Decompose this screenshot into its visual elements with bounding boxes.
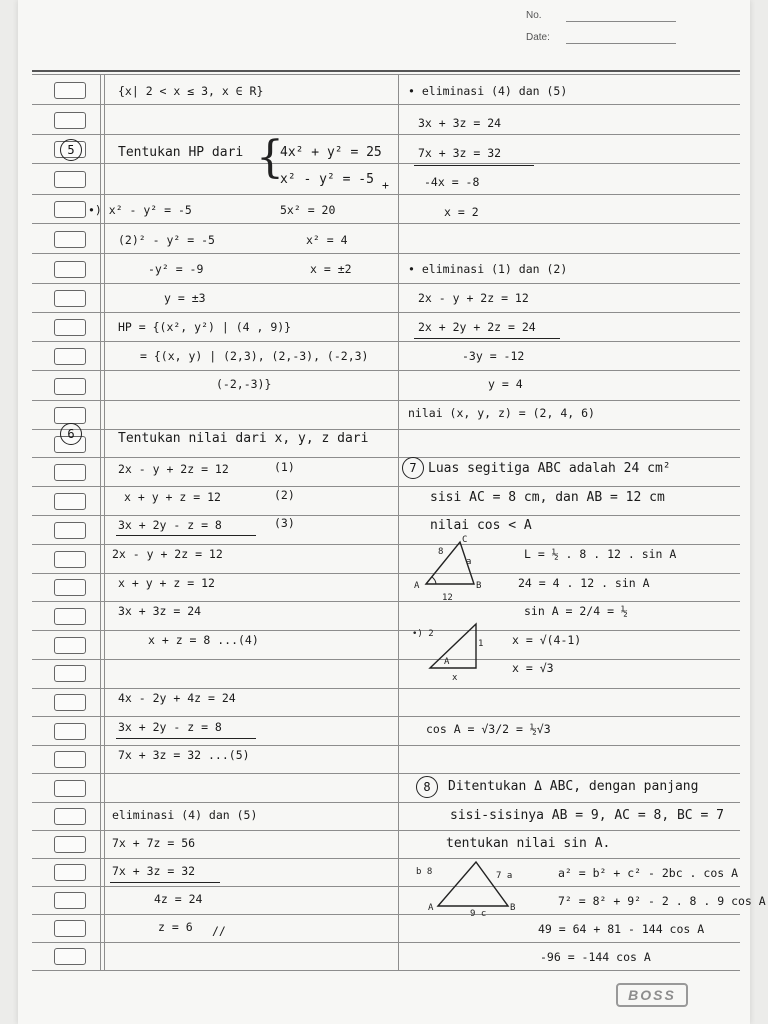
svg-text:B: B [510, 903, 516, 913]
elimination-line: 2x - y + 2z = 12 [112, 547, 223, 561]
svg-text:x: x [452, 673, 458, 682]
cosine-rule-line: 7² = 8² + 9² - 2 . 8 . 9 cos A [558, 894, 766, 908]
elimination-line: 3x + 3z = 24 [418, 116, 502, 130]
question-6-equation-3: 3x + 2y - z = 8 [118, 518, 222, 532]
elimination-line: -3y = -12 [462, 349, 525, 363]
row-checkbox[interactable] [54, 201, 86, 218]
triangle-abc-sketch [412, 534, 504, 606]
question-8-text: Ditentukan Δ ABC, dengan panjang [448, 779, 699, 794]
cosine-result-line: cos A = √3/2 = ½√3 [426, 722, 551, 736]
elimination-line: 7x + 3z = 32 [418, 146, 502, 160]
elimination-line: 2x - y + 2z = 12 [418, 291, 529, 305]
no-label: No. [526, 10, 542, 21]
row-checkbox[interactable] [54, 231, 86, 248]
question-7-text: nilai cos < A [430, 518, 532, 533]
row-checkbox[interactable] [54, 551, 86, 568]
svg-text:C: C [462, 535, 468, 545]
row-checkbox[interactable] [54, 694, 86, 711]
svg-text:•) 2: •) 2 [412, 629, 434, 639]
row-checkbox[interactable] [54, 920, 86, 937]
question-8-text: tentukan nilai sin A. [446, 836, 611, 851]
elimination-line: x + y + z = 12 [118, 576, 215, 590]
question-6-equation-1: 2x - y + 2z = 12 [118, 462, 229, 476]
row-checkbox[interactable] [54, 407, 86, 424]
row-checkbox[interactable] [54, 112, 86, 129]
svg-text:8: 8 [438, 547, 444, 557]
elimination-line: y = 4 [488, 377, 523, 391]
page-header [526, 10, 676, 54]
row-checkbox[interactable] [54, 723, 86, 740]
svg-text:B: B [476, 581, 482, 591]
equation-tag: (1) [274, 460, 295, 474]
row-checkbox[interactable] [54, 608, 86, 625]
row-checkbox[interactable] [54, 836, 86, 853]
area-formula-line: sin A = 2/4 = ½ [524, 604, 628, 618]
question-6-text: Tentukan nilai dari x, y, z dari [118, 431, 369, 446]
row-checkbox[interactable] [54, 808, 86, 825]
svg-text:a: a [466, 557, 472, 567]
elimination-line: 7x + 3z = 32 ...(5) [118, 748, 250, 762]
elimination-line: 7x + 3z = 32 [112, 864, 196, 878]
question-6-number: 6 [60, 423, 82, 445]
brand-logo: BOSS [616, 983, 688, 1007]
elimination-line: x + z = 8 ...(4) [148, 633, 259, 647]
svg-text:9 c: 9 c [470, 909, 487, 918]
row-checkbox[interactable] [54, 493, 86, 510]
svg-text:7 a: 7 a [496, 871, 513, 881]
question-6-equation-2: x + y + z = 12 [124, 490, 221, 504]
solution-line: -y² = -9 [148, 262, 204, 276]
svg-text:b 8: b 8 [416, 867, 433, 877]
row-checkbox[interactable] [54, 751, 86, 768]
equation-tag: (3) [274, 516, 295, 530]
row-checkbox[interactable] [54, 261, 86, 278]
area-formula-line: L = ½ . 8 . 12 . sin A [524, 547, 677, 561]
row-checkbox[interactable] [54, 171, 86, 188]
svg-text:12: 12 [442, 593, 453, 603]
question-7-text: Luas segitiga ABC adalah 24 cm² [428, 461, 671, 476]
solution-line: 5x² = 20 [280, 203, 336, 217]
row-checkbox[interactable] [54, 665, 86, 682]
elimination-title: • eliminasi (1) dan (2) [408, 262, 568, 276]
cosine-rule-line: -96 = -144 cos A [540, 950, 651, 964]
question-5-number: 5 [60, 139, 82, 161]
set-notation-line: {x| 2 < x ≤ 3, x ∈ R} [118, 84, 264, 98]
elimination-line: 2x + 2y + 2z = 24 [418, 320, 536, 334]
elimination-line: 4x - 2y + 4z = 24 [118, 691, 236, 705]
row-checkbox[interactable] [54, 319, 86, 336]
row-checkbox[interactable] [54, 948, 86, 965]
row-checkbox[interactable] [54, 637, 86, 654]
solution-set-line: = {(x, y) | (2,3), (2,-3), (-2,3) [140, 349, 369, 363]
pythagoras-line: x = √3 [512, 661, 554, 675]
svg-text:A: A [428, 903, 434, 913]
elimination-line: x = 2 [444, 205, 479, 219]
row-checkbox[interactable] [54, 378, 86, 395]
solution-line: (2)² - y² = -5 [118, 233, 215, 247]
question-5-text: Tentukan HP dari [118, 145, 244, 160]
question-8-text: sisi-sisinya AB = 9, AC = 8, BC = 7 [450, 808, 724, 823]
solution-set-line: HP = {(x², y²) | (4 , 9)} [118, 320, 292, 334]
date-label: Date: [526, 32, 550, 43]
question-5-equation-2: x² - y² = -5 [280, 172, 374, 187]
notebook-page [18, 0, 766, 1024]
row-checkbox[interactable] [54, 348, 86, 365]
row-checkbox[interactable] [54, 892, 86, 909]
elimination-line: 4z = 24 [154, 892, 203, 906]
svg-text:A: A [444, 657, 450, 667]
elimination-line: 7x + 7z = 56 [112, 836, 196, 850]
solution-line: •) x² - y² = -5 [88, 203, 192, 217]
row-checkbox[interactable] [54, 290, 86, 307]
result-line: nilai (x, y, z) = (2, 4, 6) [408, 406, 595, 420]
elimination-line: 3x + 2y - z = 8 [118, 720, 222, 734]
cosine-rule-line: 49 = 64 + 81 - 144 cos A [538, 922, 705, 936]
svg-text:A: A [414, 581, 420, 591]
question-7-number: 7 [402, 457, 424, 479]
question-7-text: sisi AC = 8 cm, dan AB = 12 cm [430, 490, 665, 505]
solution-line: x = ±2 [310, 262, 352, 276]
plus-sign: + [382, 178, 389, 192]
solution-line: x² = 4 [306, 233, 348, 247]
row-checkbox[interactable] [54, 780, 86, 797]
solution-set-line: (-2,-3)} [216, 377, 272, 391]
cosine-rule-line: a² = b² + c² - 2bc . cos A [558, 866, 739, 880]
elimination-title: eliminasi (4) dan (5) [112, 808, 258, 822]
system-brace: { [256, 132, 284, 183]
elimination-line: -4x = -8 [424, 175, 480, 189]
triangle-abc-sketch-2 [412, 856, 520, 918]
row-checkbox[interactable] [54, 464, 86, 481]
answer-mark: // [212, 924, 226, 938]
svg-text:1: 1 [478, 639, 484, 649]
row-checkbox[interactable] [54, 522, 86, 539]
elimination-line: 3x + 3z = 24 [118, 604, 202, 618]
equation-tag: (2) [274, 488, 295, 502]
right-triangle-sketch [412, 620, 496, 682]
pythagoras-line: x = √(4-1) [512, 633, 582, 647]
elimination-line: z = 6 [158, 920, 193, 934]
row-checkbox[interactable] [54, 579, 86, 596]
area-formula-line: 24 = 4 . 12 . sin A [518, 576, 650, 590]
elimination-title: • eliminasi (4) dan (5) [408, 84, 568, 98]
row-checkbox[interactable] [54, 864, 86, 881]
row-checkbox[interactable] [54, 82, 86, 99]
solution-line: y = ±3 [164, 291, 206, 305]
question-8-number: 8 [416, 776, 438, 798]
question-5-equation-1: 4x² + y² = 25 [280, 145, 382, 160]
